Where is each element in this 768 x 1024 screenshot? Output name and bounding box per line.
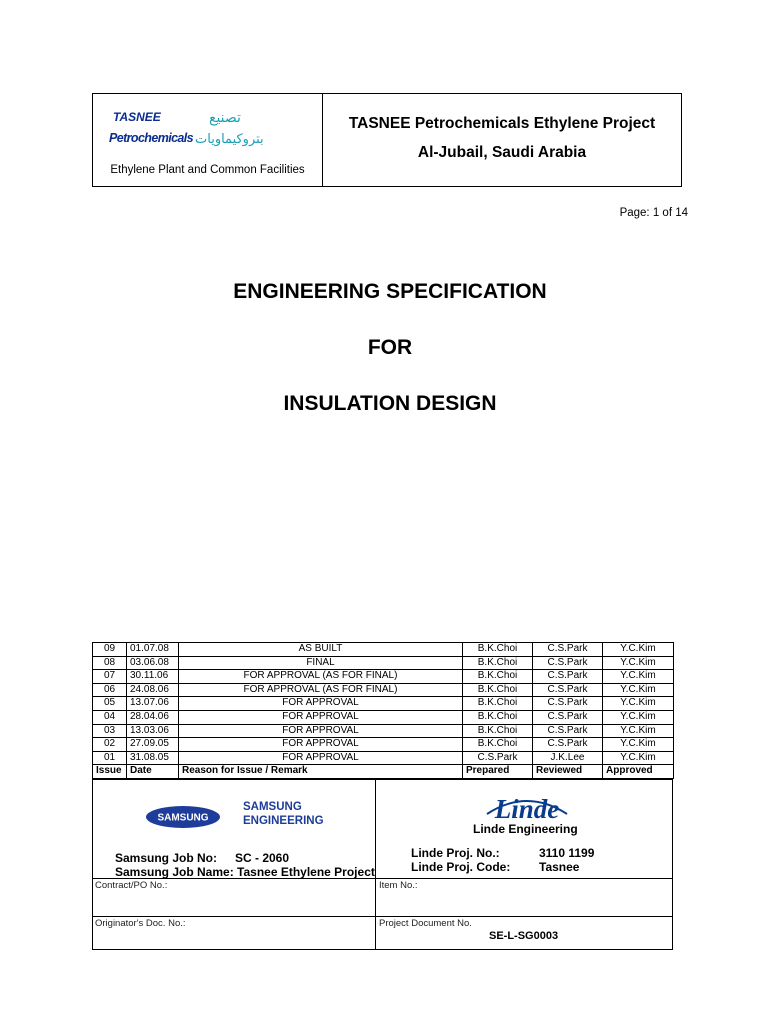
linde-engineering-name: Linde Engineering — [473, 822, 578, 836]
revision-reviewed-cell: C.S.Park — [533, 724, 603, 738]
approval-box — [92, 779, 673, 950]
revision-table-body — [93, 643, 674, 779]
revision-table — [92, 642, 674, 779]
revision-reason-cell: FOR APPROVAL — [179, 724, 463, 738]
page-number: Page: 1 of 14 — [619, 207, 688, 219]
revision-issue-cell: 08 — [93, 656, 127, 670]
revision-approved-cell: Y.C.Kim — [603, 724, 674, 738]
project-document-number: SE-L-SG0003 — [489, 930, 559, 942]
contract-po-label: Contract/PO No.: — [95, 880, 168, 891]
revision-header-row — [93, 765, 674, 779]
logo-arabic-2: بتروكيماويات — [195, 132, 264, 147]
revision-approved-cell: Y.C.Kim — [603, 643, 674, 657]
revision-issue-cell: 06 — [93, 683, 127, 697]
revision-reviewed-cell: C.S.Park — [533, 710, 603, 724]
revision-approved-cell: Y.C.Kim — [603, 670, 674, 684]
revision-header-reviewed: Reviewed — [533, 765, 603, 779]
linde-logo — [481, 794, 573, 824]
revision-reviewed-cell: C.S.Park — [533, 697, 603, 711]
revision-row — [93, 683, 674, 697]
revision-prepared-cell: B.K.Choi — [463, 656, 533, 670]
revision-issue-cell: 07 — [93, 670, 127, 684]
linde-proj-no-label: Linde Proj. No.: — [411, 846, 500, 860]
revision-reviewed-cell: C.S.Park — [533, 738, 603, 752]
revision-header-issue: Issue — [93, 765, 127, 779]
revision-approved-cell: Y.C.Kim — [603, 710, 674, 724]
document-title-line3: INSULATION DESIGN — [283, 392, 497, 415]
project-location: Al-Jubail, Saudi Arabia — [417, 144, 587, 161]
logo-sub: Petrochemicals — [109, 131, 194, 145]
revision-row — [93, 697, 674, 711]
revision-date-cell: 24.08.06 — [127, 683, 179, 697]
revision-header-approved: Approved — [603, 765, 674, 779]
revision-date-cell: 30.11.06 — [127, 670, 179, 684]
revision-reason-cell: AS BUILT — [179, 643, 463, 657]
logo-latin: TASNEE — [113, 110, 161, 124]
revision-approved-cell: Y.C.Kim — [603, 738, 674, 752]
header-title-cell — [323, 94, 681, 186]
samsung-job-no-value: SC - 2060 — [235, 851, 290, 865]
revision-prepared-cell: B.K.Choi — [463, 738, 533, 752]
revision-reviewed-cell: C.S.Park — [533, 656, 603, 670]
revision-prepared-cell: B.K.Choi — [463, 710, 533, 724]
tasnee-logo — [109, 108, 279, 148]
revision-reviewed-cell: C.S.Park — [533, 670, 603, 684]
linde-proj-code-label: Linde Proj. Code: — [411, 860, 511, 874]
project-title: TASNEE Petrochemicals Ethylene Project — [348, 115, 656, 132]
revision-issue-cell: 01 — [93, 751, 127, 765]
revision-row — [93, 656, 674, 670]
samsung-engineering-name — [243, 800, 324, 828]
logo-arabic-1: تصنيع — [209, 110, 241, 126]
revision-prepared-cell: B.K.Choi — [463, 643, 533, 657]
revision-date-cell: 01.07.08 — [127, 643, 179, 657]
revision-row — [93, 643, 674, 657]
revision-header-prepared: Prepared — [463, 765, 533, 779]
plant-caption: Ethylene Plant and Common Facilities — [110, 164, 305, 176]
revision-reviewed-cell: J.K.Lee — [533, 751, 603, 765]
revision-row — [93, 751, 674, 765]
samsung-name-line1: SAMSUNG — [243, 801, 302, 813]
header-box — [92, 93, 682, 187]
revision-approved-cell: Y.C.Kim — [603, 683, 674, 697]
revision-date-cell: 13.03.06 — [127, 724, 179, 738]
revision-issue-cell: 03 — [93, 724, 127, 738]
revision-issue-cell: 02 — [93, 738, 127, 752]
revision-prepared-cell: C.S.Park — [463, 751, 533, 765]
revision-prepared-cell: B.K.Choi — [463, 670, 533, 684]
revision-reviewed-cell: C.S.Park — [533, 683, 603, 697]
revision-approved-cell: Y.C.Kim — [603, 697, 674, 711]
revision-date-cell: 31.08.05 — [127, 751, 179, 765]
linde-logo-text: Linde — [494, 794, 560, 824]
revision-header-reason: Reason for Issue / Remark — [179, 765, 463, 779]
revision-reason-cell: FINAL — [179, 656, 463, 670]
item-no-label: Item No.: — [379, 880, 418, 891]
revision-prepared-cell: B.K.Choi — [463, 683, 533, 697]
revision-row — [93, 724, 674, 738]
revision-date-cell: 13.07.06 — [127, 697, 179, 711]
box-divider-vertical — [375, 780, 376, 949]
revision-prepared-cell: B.K.Choi — [463, 697, 533, 711]
revision-header-date: Date — [127, 765, 179, 779]
revision-reason-cell: FOR APPROVAL — [179, 738, 463, 752]
linde-proj-no-value: 3110 1199 — [539, 846, 595, 860]
document-title-line2: FOR — [367, 336, 413, 359]
revision-row — [93, 670, 674, 684]
originator-doc-label: Originator's Doc. No.: — [95, 918, 186, 929]
revision-reason-cell: FOR APPROVAL (AS FOR FINAL) — [179, 670, 463, 684]
revision-date-cell: 03.06.08 — [127, 656, 179, 670]
samsung-logo — [145, 805, 221, 829]
revision-row — [93, 710, 674, 724]
project-document-label: Project Document No. — [379, 918, 472, 929]
revision-reason-cell: FOR APPROVAL — [179, 751, 463, 765]
linde-proj-code-value: Tasnee — [539, 860, 580, 874]
revision-issue-cell: 09 — [93, 643, 127, 657]
revision-date-cell: 28.04.06 — [127, 710, 179, 724]
revision-issue-cell: 04 — [93, 710, 127, 724]
revision-prepared-cell: B.K.Choi — [463, 724, 533, 738]
revision-approved-cell: Y.C.Kim — [603, 751, 674, 765]
document-title-line1: ENGINEERING SPECIFICATION — [233, 280, 547, 303]
revision-reason-cell: FOR APPROVAL (AS FOR FINAL) — [179, 683, 463, 697]
samsung-job-name: Samsung Job Name: Tasnee Ethylene Project — [115, 865, 375, 879]
revision-reason-cell: FOR APPROVAL — [179, 697, 463, 711]
samsung-job-no-label: Samsung Job No: — [115, 851, 218, 865]
header-logo-cell — [93, 94, 323, 186]
revision-date-cell: 27.09.05 — [127, 738, 179, 752]
revision-reason-cell: FOR APPROVAL — [179, 710, 463, 724]
revision-approved-cell: Y.C.Kim — [603, 656, 674, 670]
samsung-logo-text: SAMSUNG — [157, 812, 209, 824]
samsung-name-line2: ENGINEERING — [243, 815, 324, 827]
box-divider-row-2 — [93, 916, 672, 917]
revision-issue-cell: 05 — [93, 697, 127, 711]
revision-row — [93, 738, 674, 752]
revision-reviewed-cell: C.S.Park — [533, 643, 603, 657]
